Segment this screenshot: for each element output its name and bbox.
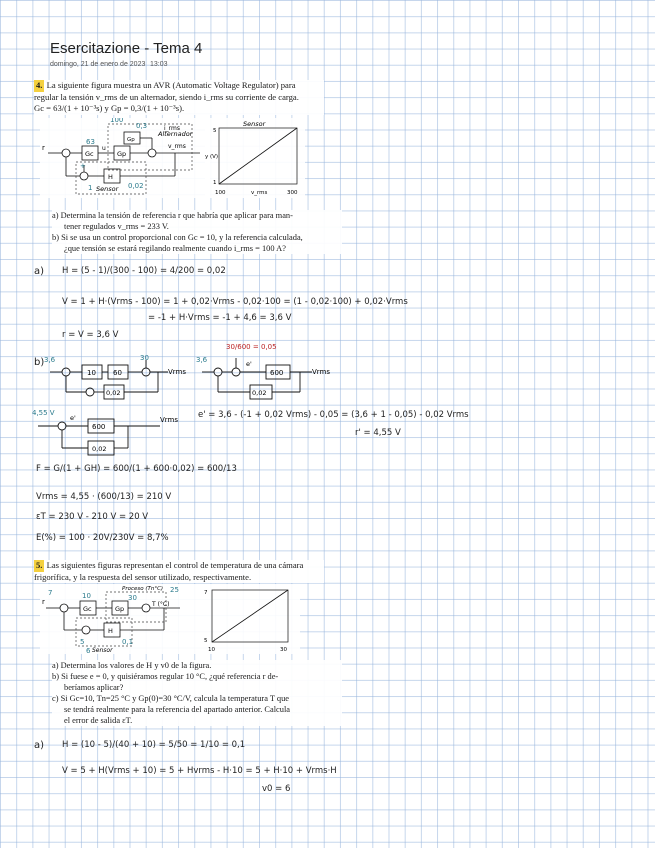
diagram-block-gc: Gc [85, 150, 94, 158]
annotation-30: 30 [140, 354, 149, 362]
annotation5-10: 10 [82, 592, 91, 600]
temperature-sensor-graph [200, 584, 300, 654]
block-0-02: 0,02 [106, 389, 121, 397]
annotation-0-02: 0,02 [128, 182, 144, 190]
diagram-block-h: H [108, 173, 113, 181]
graph-y-label: y (V) [205, 154, 219, 160]
work-4a-label: a) [34, 266, 45, 277]
annotation5-0-1: 0,1 [122, 638, 134, 646]
work-5a-v0-result: v0 = 6 [262, 784, 291, 794]
annotation5-5: 5 [80, 638, 85, 646]
annotation-plus: + [80, 162, 86, 170]
question-b-cont: ¿que tensión se estará regilando realmente cuando i_rms = 100 A? [64, 244, 286, 253]
graph5-y-top: 7 [204, 590, 208, 596]
problem-text: La siguiente figura muestra un AVR (Automatic Voltage Regulator) para [46, 80, 296, 90]
problem-text: regular la tensión v_rms de un alternador, siendo i_rms su corriente de carga. [34, 91, 299, 102]
question-a: a) Determina la tensión de referencia r que habría que aplicar para man- [52, 211, 293, 220]
work-4a-v-equation: V = 1 + H·(Vrms - 100) = 1 + 0,02·Vrms - 0,02·100 = (1 - 0,02·100) + 0,02·Vrms [62, 297, 408, 307]
problem-4-questions [52, 210, 342, 254]
question-b: b) Si se usa un control proporcional con Gc = 10, y la referencia calculada, [52, 233, 303, 242]
output-vrms-2: Vrms [312, 368, 331, 376]
diagram5-output-label: T (°C) [152, 601, 170, 608]
annotation5-30: 30 [128, 594, 137, 602]
diagram-output-label: v_rms [168, 143, 186, 150]
graph-title: Sensor [243, 120, 266, 128]
block-600b: 600 [92, 423, 106, 431]
diagram5-input-label: r [42, 598, 45, 606]
annotation-0-3: 0,3 [136, 122, 148, 130]
question5-c-cont: se tendrá realmente para la referencia del apartado anterior. Calcula [64, 705, 290, 714]
work-4a-r-equation: = -1 + H·Vrms = -1 + 4,6 = 3,6 V [148, 313, 292, 323]
work-4b-f-equation: F = G/(1 + GH) = 600/(1 + 600·0,02) = 600/13 [36, 464, 237, 474]
problem-text: Gc = 63/(1 + 10⁻³s) y Gp = 0,3/(1 + 10⁻³s). [34, 103, 185, 113]
page-date: domingo, 21 de enero de 2023 [50, 61, 146, 68]
work-5a-label: a) [34, 740, 45, 751]
problem-4-statement [34, 80, 324, 115]
diagram-u-label: u [102, 145, 106, 152]
question5-c-cont2: el error de salida εT. [64, 716, 133, 725]
work-4b-error-equation: E(%) = 100 · 20V/230V = 8,7% [36, 533, 169, 543]
annotation-100: 100 [110, 118, 124, 124]
output-vrms: Vrms [168, 368, 187, 376]
error-e-prime: e' [246, 360, 252, 368]
question5-b: b) Si fuese e = 0, y quisiéramos regular 10 °C, ¿qué referencia r de- [52, 672, 279, 681]
diagram5-block-gp: Gp [115, 605, 125, 613]
annotation-4-55: 4,55 V [32, 409, 55, 417]
error-e-prime-2: e' [70, 414, 76, 422]
work-4b-e-equation: e' = 3,6 - (-1 + 0,02 Vrms) - 0,05 = (3,6 + 1 - 0,05) - 0,02 Vrms [198, 410, 469, 420]
page-title: Esercitazione - Tema 4 [50, 40, 203, 57]
work-5a-h-equation: H = (10 - 5)/(40 + 10) = 5/50 = 1/10 = 0,1 [62, 740, 246, 750]
problem-text: Las siguientes figuras representan el control de temperatura de una cámara [46, 560, 304, 570]
problem-number: 5. [36, 560, 43, 570]
graph-y-top: 5 [213, 128, 217, 134]
annotation-3-6b: 3,6 [196, 356, 208, 364]
diagram-block-gp: Gp [117, 150, 127, 158]
diagram-input-label: r [42, 144, 45, 152]
work-4b-label: b) [34, 357, 45, 368]
sensor-graph [205, 118, 305, 198]
work-4b-r-prime: r' = 4,55 V [355, 428, 401, 438]
work-5a-v-equation: V = 5 + H(Vrms + 10) = 5 + Hvrms - H·10 = 5 + H·10 + Vrms·H [62, 766, 337, 776]
work-4b-diagram-3 [32, 406, 182, 456]
graph-x-right: 300 [287, 190, 298, 196]
problem-5-statement [34, 560, 324, 583]
diagram-alternator-label: Alternador [158, 130, 193, 138]
temperature-block-diagram [40, 584, 200, 654]
diagram-sensor-label: Sensor [96, 185, 119, 193]
annotation5-25: 25 [170, 586, 179, 594]
block-600: 600 [270, 369, 284, 377]
annotation5-7: 7 [48, 589, 53, 597]
output-vrms-3: Vrms [160, 416, 179, 424]
graph-y-bottom: 1 [213, 180, 217, 186]
question-a-cont: tener regulados v_rms = 233 V. [64, 222, 169, 231]
block-60: 60 [113, 369, 122, 377]
diagram-load-label: i_rms [164, 125, 180, 132]
diagram-load-block: Gp [127, 137, 135, 143]
annotation-ratio: 30/600 = 0,05 [226, 343, 277, 351]
block-0-02b: 0,02 [252, 389, 267, 397]
graph-x-left: 100 [215, 190, 226, 196]
work-4b-diagram-2 [196, 340, 346, 404]
block-0-02c: 0,02 [92, 445, 107, 453]
problem-5-questions [52, 660, 342, 726]
work-4b-vrms-equation: Vrms = 4,55 · (600/13) = 210 V [36, 492, 172, 502]
block-10: 10 [87, 369, 96, 377]
graph5-y-bottom: 5 [204, 638, 208, 644]
annotation-3-6: 3,6 [44, 356, 56, 364]
work-4b-diagram-1 [44, 352, 194, 404]
work-4b-epsilon-equation: εT = 230 V - 210 V = 20 V [36, 512, 149, 522]
annotation-1: 1 [88, 184, 93, 192]
diagram5-block-gc: Gc [83, 605, 92, 613]
work-4a-r-result: r = V = 3,6 V [62, 330, 119, 340]
page-time: 13:03 [150, 61, 168, 68]
diagram5-block-h: H [108, 627, 113, 635]
annotation5-6: 6 [86, 647, 91, 654]
problem-number: 4. [36, 80, 43, 90]
avr-block-diagram [40, 118, 210, 198]
diagram5-sensor-label: Sensor [92, 647, 113, 654]
graph-x-label: v_rms [251, 190, 268, 196]
diagram5-process-label: Proceso (Tn°C) [122, 586, 164, 592]
graph5-x-right: 30 [280, 647, 287, 653]
question5-c: c) Si Gc=10, Tn=25 °C y Gp(0)=30 °C/V, calcula la temperatura T que [52, 694, 290, 703]
annotation-63: 63 [86, 138, 95, 146]
question5-b-cont: beríamos aplicar? [64, 683, 124, 692]
problem-text: frigorífica, y la respuesta del sensor utilizado, respectivamente. [34, 571, 252, 582]
graph5-x-left: 10 [208, 647, 215, 653]
question5-a: a) Determina los valores de H y v0 de la figura. [52, 661, 212, 670]
work-4a-h-equation: H = (5 - 1)/(300 - 100) = 4/200 = 0,02 [62, 266, 226, 276]
